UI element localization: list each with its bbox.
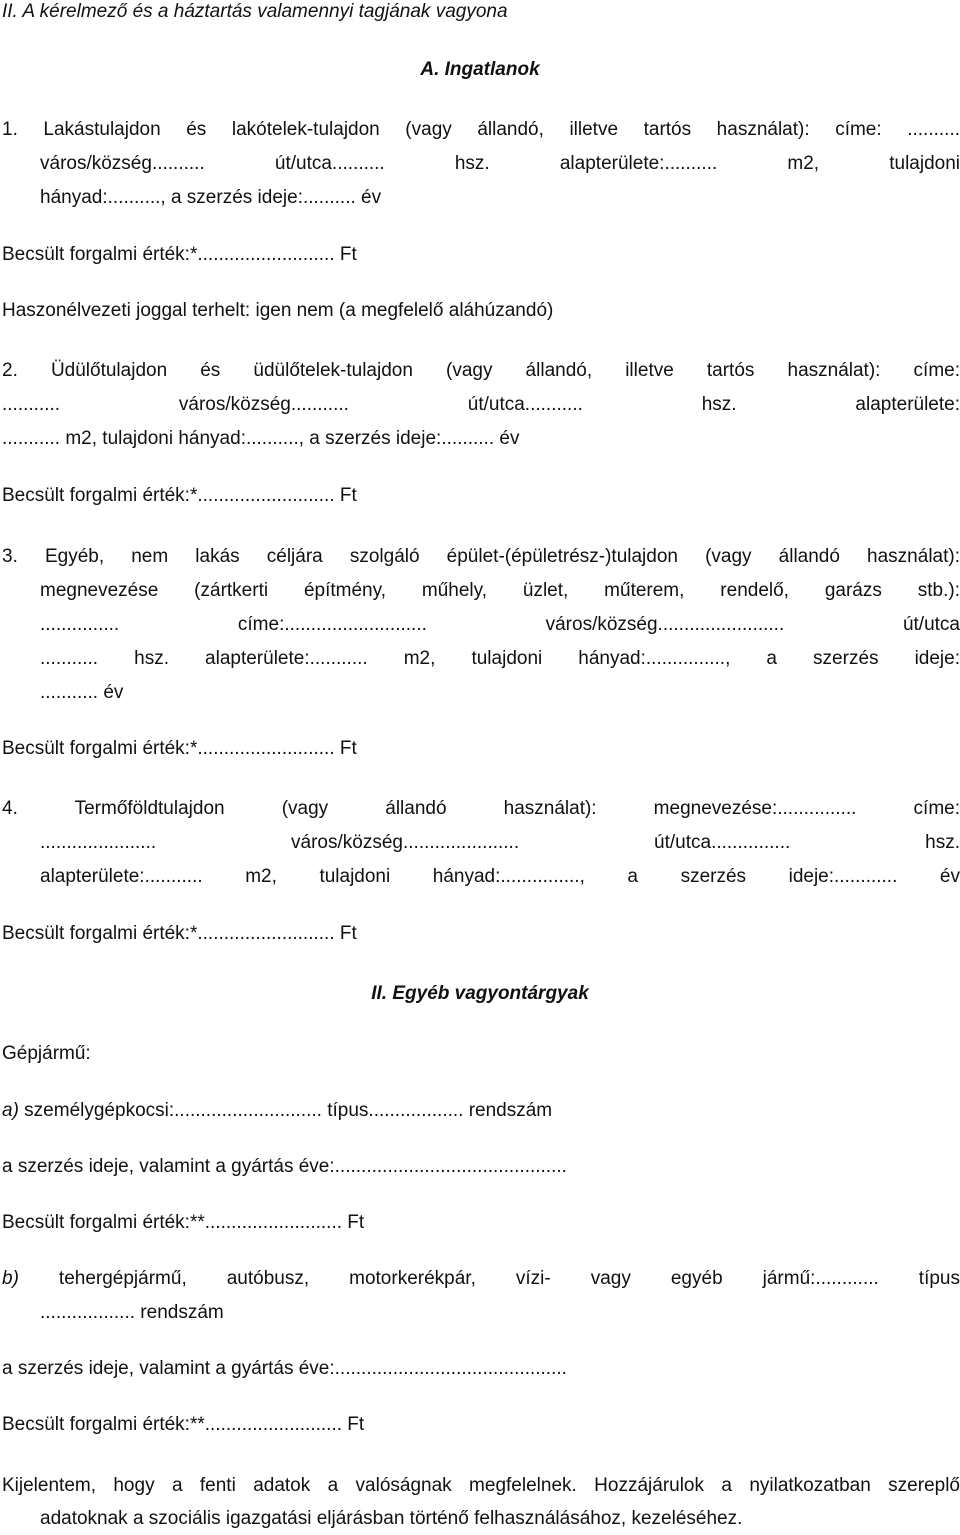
item4-estimated-value: Becsült forgalmi érték:*.......................... Ft xyxy=(2,923,357,944)
vehicle-b-line xyxy=(2,1267,960,1291)
vehicle-label: Gépjármű: xyxy=(2,1043,91,1064)
item1-line3: hányad:.........., a szerzés ideje:.......... év xyxy=(40,187,382,208)
declaration-line2: adatoknak a szociális igazgatási eljárásban történő felhasználásához, kezeléséhez. xyxy=(40,1508,743,1529)
vehicle-b-estimated-value: Becsült forgalmi érték:**.......................... Ft xyxy=(2,1414,365,1435)
item3-line2: megnevezése (zártkerti építmény, műhely, üzlet, műterem, rendelő, garázs stb.): xyxy=(40,580,960,601)
item2-line2: ........... város/község........... út/utca........... hsz. alapterülete: xyxy=(2,394,960,415)
vehicle-b-date: a szerzés ideje, valamint a gyártás éve:............................................ xyxy=(2,1358,567,1379)
item3-line5: ........... év xyxy=(40,682,124,703)
part1-title: II. A kérelmező és a háztartás valamennyi tagjának vagyona xyxy=(2,1,508,22)
vehicle-a-prefix: a) xyxy=(2,1100,19,1121)
item4-line1: 4. Termőföldtulajdon (vagy állandó használat): megnevezése:............... címe: xyxy=(2,798,960,819)
item3-line4: ........... hsz. alapterülete:........... m2, tulajdoni hányad:..............., a szerzés ideje: xyxy=(40,648,960,669)
vehicle-a-date: a szerzés ideje, valamint a gyártás éve:............................................ xyxy=(2,1156,567,1177)
item2-line1: 2. Üdülőtulajdon és üdülőtelek-tulajdon (vagy állandó, illetve tartós használat): címe: xyxy=(2,360,960,381)
declaration-line1: Kijelentem, hogy a fenti adatok a valóságnak megfelelnek. Hozzájárulok a nyilatkozatban szereplő xyxy=(2,1475,960,1496)
section-title-other-assets: II. Egyéb vagyontárgyak xyxy=(371,983,589,1004)
vehicle-a-estimated-value: Becsült forgalmi érték:**.......................... Ft xyxy=(2,1212,365,1233)
item3-line3: ............... címe:........................... város/község........................ út/utca xyxy=(40,614,960,635)
vehicle-b-text: tehergépjármű, autóbusz, motorkerékpár, vízi- vagy egyéb jármű:............ típus xyxy=(18,1268,960,1289)
vehicle-a-line xyxy=(2,1099,552,1123)
vehicle-b-line2: .................. rendszám xyxy=(40,1302,224,1323)
vehicle-a-text: személygépkocsi:............................ típus.................. rendszám xyxy=(18,1100,553,1121)
item3-estimated-value: Becsült forgalmi érték:*.......................... Ft xyxy=(2,738,357,759)
item4-line2: ...................... város/község...................... út/utca............... hsz. xyxy=(40,832,960,853)
item1-line1: 1. Lakástulajdon és lakótelek-tulajdon (vagy állandó, illetve tartós használat): címe: .......... xyxy=(2,119,960,140)
item1-estimated-value: Becsült forgalmi érték:*.......................... Ft xyxy=(2,244,357,265)
item1-usufruct: Haszonélvezeti joggal terhelt: igen nem (a megfelelő aláhúzandó) xyxy=(2,300,554,321)
item1-line2: város/község.......... út/utca.......... hsz. alapterülete:.......... m2, tulajdoni xyxy=(40,153,960,174)
item2-estimated-value: Becsült forgalmi érték:*.......................... Ft xyxy=(2,485,357,506)
section-title-real-estate: A. Ingatlanok xyxy=(420,59,540,80)
vehicle-b-prefix: b) xyxy=(2,1268,19,1289)
item4-line3: alapterülete:........... m2, tulajdoni hányad:..............., a szerzés ideje:............ év xyxy=(40,866,960,887)
item3-line1: 3. Egyéb, nem lakás céljára szolgáló épület-(épületrész-)tulajdon (vagy állandó használat): xyxy=(2,546,960,567)
item2-line3: ........... m2, tulajdoni hányad:.........., a szerzés ideje:.......... év xyxy=(2,428,520,449)
